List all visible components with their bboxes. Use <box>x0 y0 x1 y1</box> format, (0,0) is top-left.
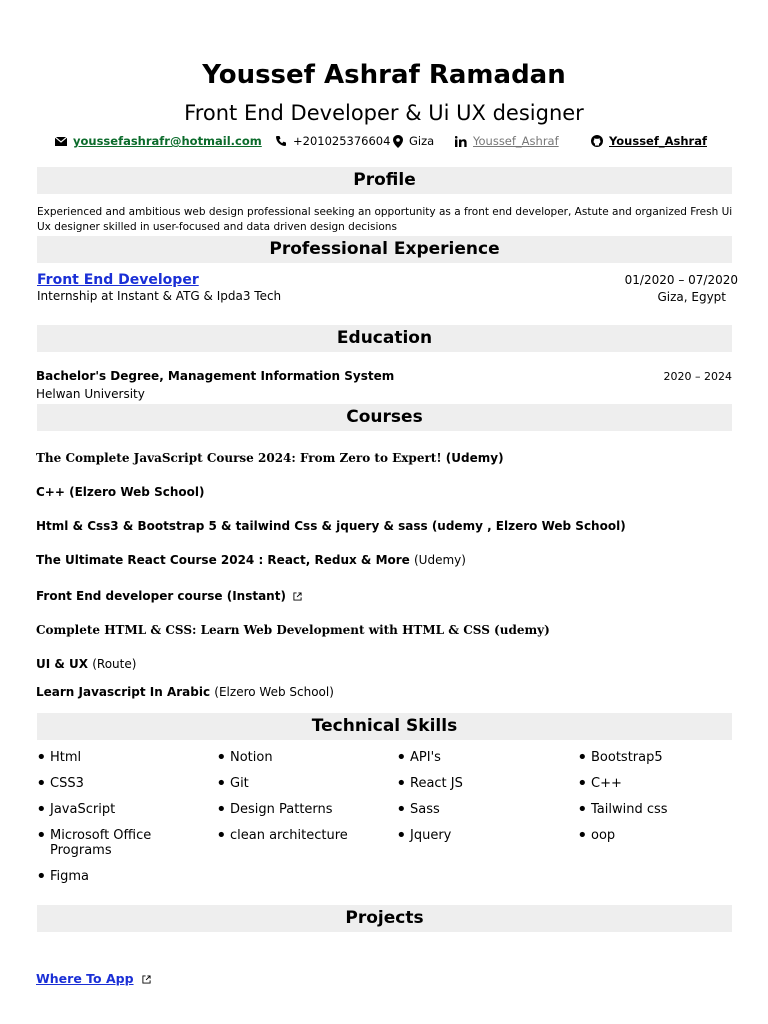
course-name: UI & UX <box>36 657 89 671</box>
github-icon <box>591 135 603 147</box>
skill-item: • JavaScript <box>36 799 116 820</box>
skill-item: • React JS <box>396 773 463 794</box>
phone-contact <box>275 132 390 150</box>
candidate-name: Youssef Ashraf Ramadan <box>202 60 566 90</box>
section-education-heading: Education <box>37 325 732 352</box>
course-name: C++ (Elzero Web School) <box>36 485 205 499</box>
profile-line-2: Ux designer skilled in user-focused and data driven design decisions <box>37 221 397 233</box>
phone-icon <box>275 135 287 147</box>
external-link-icon <box>293 592 302 601</box>
course-item <box>36 657 136 671</box>
skill-item: • Html <box>36 747 82 768</box>
section-skills-heading: Technical Skills <box>37 713 732 740</box>
course-provider: (Elzero Web School) <box>214 685 334 699</box>
linkedin-icon <box>455 136 467 147</box>
skills-column-1 <box>36 747 196 895</box>
skills-column-4 <box>577 747 727 854</box>
skill-item: • Figma <box>36 866 90 887</box>
skill-item: • API's <box>396 747 441 768</box>
envelope-icon <box>55 137 67 146</box>
skills-column-3 <box>396 747 556 854</box>
location-pin-icon <box>393 135 403 148</box>
education-degree: Bachelor's Degree, Management Information System <box>36 369 395 383</box>
course-provider: (Udemy) <box>414 553 466 567</box>
course-item <box>36 519 626 533</box>
skill-item: • Microsoft Office Programs <box>36 825 152 858</box>
profile-line-1: Experienced and ambitious web design professional seeking an opportunity as a front end developer, Astute and organized Fresh Ui <box>37 206 733 218</box>
education-school: Helwan University <box>36 387 145 401</box>
location-contact <box>393 132 434 150</box>
course-item[interactable] <box>36 589 302 603</box>
skill-item: • CSS3 <box>36 773 84 794</box>
skill-item: • C++ <box>577 773 622 794</box>
external-link-icon <box>142 975 151 984</box>
email-contact[interactable] <box>55 132 262 150</box>
skill-item: • clean architecture <box>216 825 348 846</box>
course-name: The Complete JavaScript Course 2024: From Zero to Expert! <box>36 451 442 465</box>
course-name: Html & Css3 & Bootstrap 5 & tailwind Css & jquery & sass (udemy , Elzero Web School) <box>36 519 626 533</box>
course-item <box>36 553 466 567</box>
profile-summary <box>37 205 737 235</box>
job-dates: 01/2020 – 07/2020 <box>624 273 738 287</box>
course-name: The Ultimate React Course 2024 : React, Redux & More <box>36 553 410 567</box>
candidate-title: Front End Developer & Ui UX designer <box>184 101 584 125</box>
job-title-link[interactable]: Front End Developer <box>37 272 199 288</box>
course-name[interactable]: Front End developer course (Instant) <box>36 589 286 603</box>
skill-item: • Git <box>216 773 249 794</box>
job-company: Internship at Instant & ATG & Ipda3 Tech <box>37 289 282 303</box>
skill-item: • Bootstrap5 <box>577 747 663 768</box>
linkedin-contact[interactable] <box>455 132 559 150</box>
job-location: Giza, Egypt <box>657 290 726 304</box>
course-provider: (Udemy) <box>445 451 504 465</box>
project-link[interactable]: Where To App <box>36 971 134 986</box>
course-provider: (Route) <box>92 657 137 671</box>
skill-item: • Tailwind css <box>577 799 668 820</box>
section-projects-heading: Projects <box>37 905 732 932</box>
skill-item: • Jquery <box>396 825 452 846</box>
email-link[interactable]: youssefashrafr@hotmail.com <box>73 134 262 148</box>
section-experience-heading: Professional Experience <box>37 236 732 263</box>
location-text: Giza <box>409 134 435 148</box>
phone-number: +201025376604 <box>293 134 391 148</box>
section-profile-heading: Profile <box>37 167 732 194</box>
course-item <box>36 685 334 699</box>
project-item[interactable] <box>36 968 151 987</box>
skills-column-2 <box>216 747 376 854</box>
course-name: Learn Javascript In Arabic <box>36 685 211 699</box>
course-name: Complete HTML & CSS: Learn Web Development with HTML & CSS (udemy) <box>36 623 550 637</box>
course-item <box>36 485 204 499</box>
course-item <box>36 623 550 637</box>
skill-item: • Notion <box>216 747 273 768</box>
skill-item: • Design Patterns <box>216 799 333 820</box>
skill-item: • Sass <box>396 799 440 820</box>
education-dates: 2020 – 2024 <box>663 370 732 383</box>
github-link[interactable]: Youssef_Ashraf <box>609 134 707 148</box>
skill-item: • oop <box>577 825 616 846</box>
course-item <box>36 451 504 465</box>
github-contact[interactable] <box>591 132 707 150</box>
section-courses-heading: Courses <box>37 404 732 431</box>
linkedin-link[interactable]: Youssef_Ashraf <box>473 134 559 148</box>
